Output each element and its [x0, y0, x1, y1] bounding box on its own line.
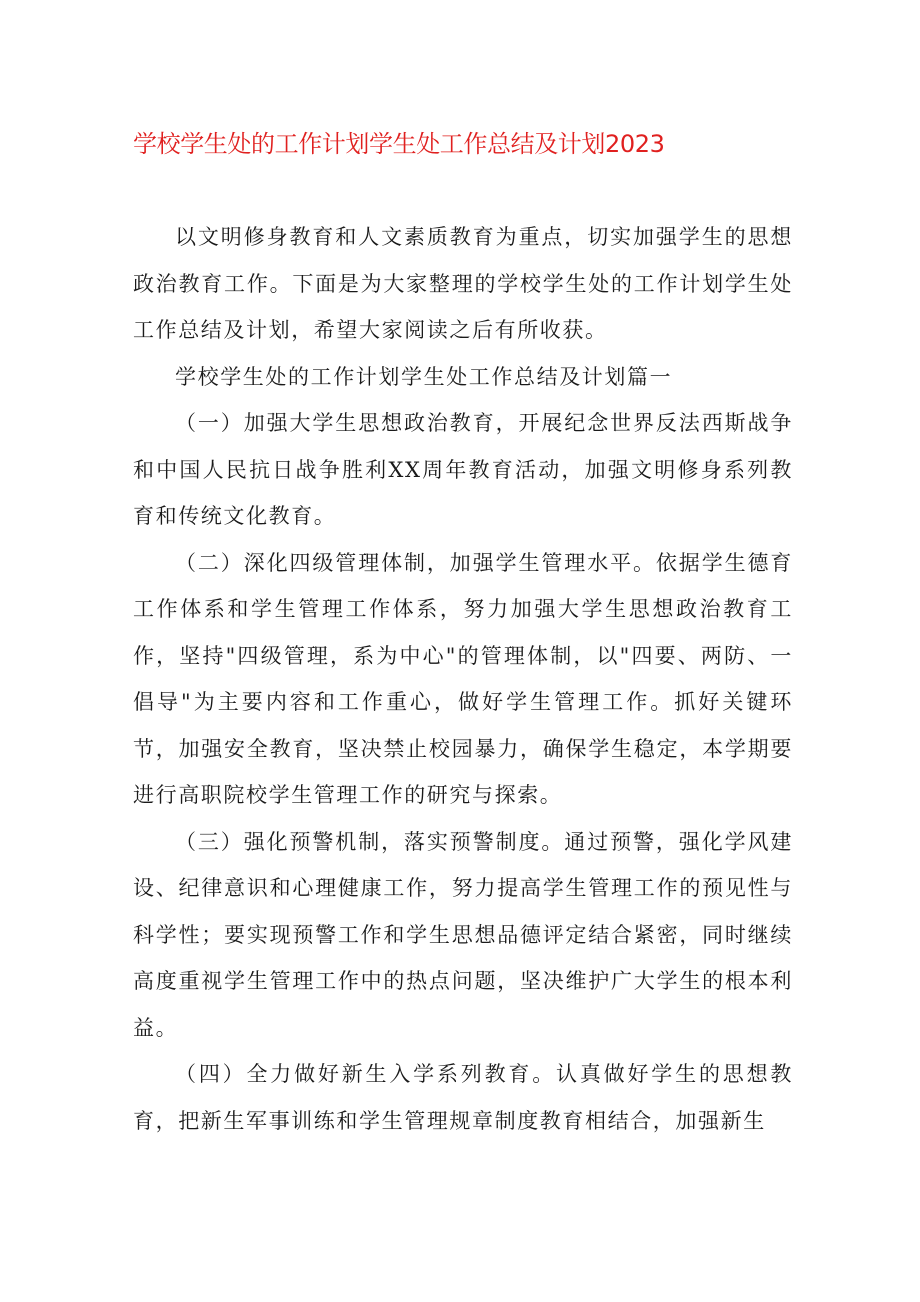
document-title: 学校学生处的工作计划学生处工作总结及计划2023 [133, 130, 665, 158]
document-body [133, 214, 793, 1144]
intro-paragraph: 以文明修身教育和人文素质教育为重点，切实加强学生的思想政治教育工作。下面是为大家整理的学校学生处的工作计划学生处工作总结及计划，希望大家阅读之后有所收获。 [133, 225, 793, 342]
section-heading: 学校学生处的工作计划学生处工作总结及计划篇一 [175, 364, 673, 389]
paragraph-item-4: （四）全力做好新生入学系列教育。认真做好学生的思想教育，把新生军事训练和学生管理规章制度教育相结合，加强新生 [133, 1062, 793, 1133]
paragraph-item-2: （二）深化四级管理体制，加强学生管理水平。依据学生德育工作体系和学生管理工作体系，努力加强大学生思想政治教育工作，坚持"四级管理，系为中心"的管理体制，以"四要、两防、一倡导"为主要内容和工作重心，做好学生管理工作。抓好关键环节，加强安全教育，坚决禁止校园暴力，确保学生稳定，本学期要进行高职院校学生管理工作的研究与探索。 [133, 550, 793, 807]
paragraph-item-3: （三）强化预警机制，落实预警制度。通过预警，强化学风建设、纪律意识和心理健康工作，努力提高学生管理工作的预见性与科学性；要实现预警工作和学生思想品德评定结合紧密，同时继续高度重视学生管理工作中的热点问题，坚决维护广大学生的根本利益。 [133, 829, 793, 1040]
paragraph-item-1: （一）加强大学生思想政治教育，开展纪念世界反法西斯战争和中国人民抗日战争胜利XX周年教育活动，加强文明修身系列教育和传统文化教育。 [133, 411, 793, 528]
